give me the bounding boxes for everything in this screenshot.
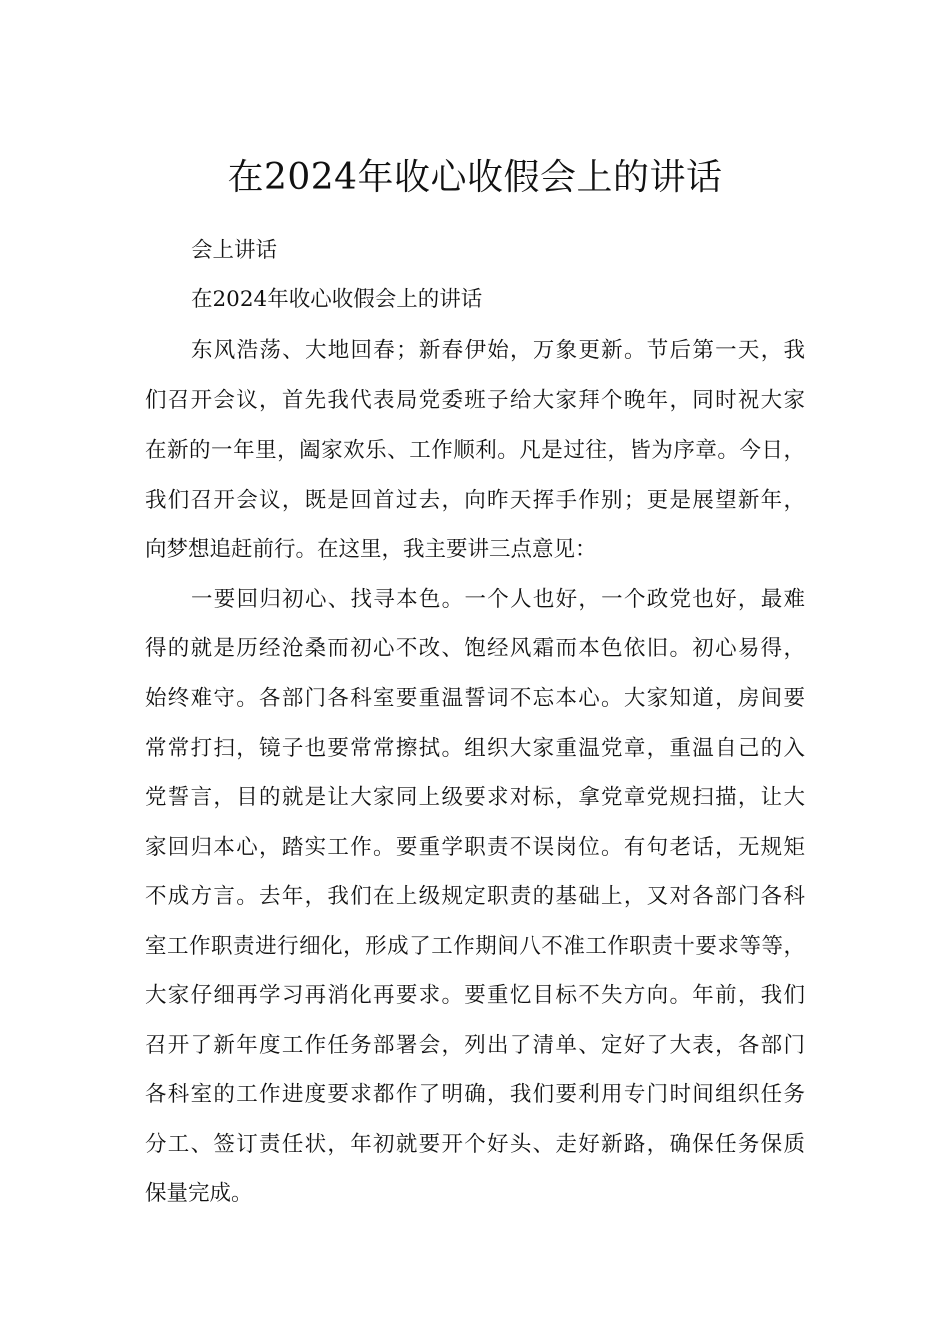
paragraph-2-line-4: 常常打扫，镜子也要常常擦拭。组织大家重温党章，重温自己的入 bbox=[145, 736, 805, 761]
paragraph-1-line-3: 在新的一年里，阖家欢乐、工作顺利。凡是过往，皆为序章。今日， bbox=[145, 438, 805, 463]
paragraph-1-line-1: 东风浩荡、大地回春；新春伊始，万象更新。节后第一天，我 bbox=[191, 338, 805, 363]
paragraph-2-line-2: 得的就是历经沧桑而初心不改、饱经风霜而本色依旧。初心易得， bbox=[145, 636, 805, 661]
paragraph-2-line-1: 一要回归初心、找寻本色。一个人也好，一个政党也好，最难 bbox=[191, 587, 805, 612]
paragraph-2-line-7: 不成方言。去年，我们在上级规定职责的基础上，又对各部门各科 bbox=[145, 884, 805, 909]
paragraph-2-line-8: 室工作职责进行细化，形成了工作期间八不准工作职责十要求等等， bbox=[145, 934, 805, 959]
heading-line: 在2024年收心收假会上的讲话 bbox=[191, 287, 483, 312]
subtitle-line: 会上讲话 bbox=[191, 238, 278, 263]
paragraph-1-line-4: 我们召开会议，既是回首过去，向昨天挥手作别；更是展望新年， bbox=[145, 488, 805, 513]
paragraph-1-line-5: 向梦想追赶前行。在这里，我主要讲三点意见： bbox=[145, 537, 597, 562]
paragraph-2-line-12: 分工、签订责任状，年初就要开个好头、走好新路，确保任务保质 bbox=[145, 1132, 805, 1157]
paragraph-2-line-9: 大家仔细再学习再消化再要求。要重忆目标不失方向。年前，我们 bbox=[145, 983, 805, 1008]
paragraph-2-line-6: 家回归本心，踏实工作。要重学职责不误岗位。有句老话，无规矩 bbox=[145, 835, 805, 860]
paragraph-2-line-10: 召开了新年度工作任务部署会，列出了清单、定好了大表，各部门 bbox=[145, 1033, 805, 1058]
paragraph-2-line-5: 党誓言，目的就是让大家同上级要求对标，拿党章党规扫描，让大 bbox=[145, 785, 805, 810]
paragraph-2-line-11: 各科室的工作进度要求都作了明确，我们要利用专门时间组织任务 bbox=[145, 1082, 805, 1107]
paragraph-1-line-2: 们召开会议，首先我代表局党委班子给大家拜个晚年，同时祝大家 bbox=[145, 388, 805, 413]
paragraph-2-line-13: 保量完成。 bbox=[145, 1181, 253, 1206]
paragraph-2-line-3: 始终难守。各部门各科室要重温誓词不忘本心。大家知道，房间要 bbox=[145, 686, 805, 711]
document-title: 在2024年收心收假会上的讲话 bbox=[227, 157, 723, 199]
